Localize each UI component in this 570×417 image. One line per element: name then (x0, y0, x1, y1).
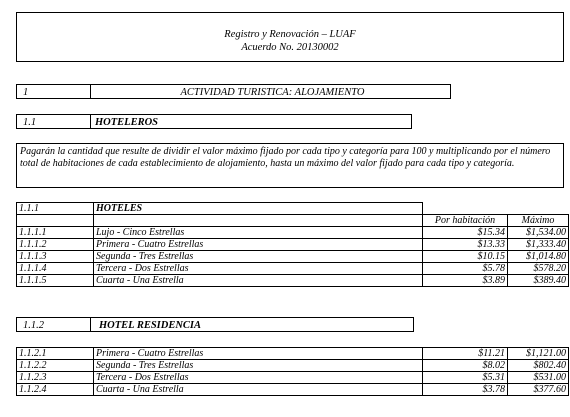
table-row (17, 251, 569, 263)
row-desc: Cuarta - Una Estrella (94, 275, 423, 287)
row-max: $1,333.40 (508, 239, 569, 251)
col-max-header: Máximo (508, 215, 569, 227)
table-row (17, 275, 569, 287)
row-max: $1,121.00 (508, 348, 569, 360)
row-code: 1.1.2.4 (17, 384, 94, 396)
row-per-room: $3.89 (423, 275, 508, 287)
row-code: 1.1.2.2 (17, 360, 94, 372)
row-desc: Segunda - Tres Estrellas (94, 251, 423, 263)
table-header-row (17, 215, 569, 227)
activity-code: 1 (16, 84, 91, 99)
row-per-room: $5.78 (423, 263, 508, 275)
row-per-room: $3.78 (423, 384, 508, 396)
row-code: 1.1.1.1 (17, 227, 94, 239)
section-heading-1-1-2 (16, 317, 414, 332)
section-code: 1.1.2 (16, 317, 91, 332)
row-desc: Lujo - Cinco Estrellas (94, 227, 423, 239)
table-row (17, 227, 569, 239)
paragraph-text: Pagarán la cantidad que resulte de dividir el valor máximo fijado por cada tipo y categoría para 100 y multiplicando por el número total de habitaciones de cada establecimiento de alojamiento, hasta un máximo del valor fijado para cada tipo y categoría. (16, 143, 564, 188)
row-code: 1.1.1.5 (17, 275, 94, 287)
table-row (17, 360, 569, 372)
table-row (17, 348, 569, 360)
row-desc: Tercera - Dos Estrellas (94, 263, 423, 275)
document-title: Registro y Renovación – LUAF (224, 29, 356, 40)
table-row (17, 263, 569, 275)
hoteles-table (16, 202, 569, 287)
section-heading-1-1 (16, 114, 412, 129)
document-subtitle: Acuerdo No. 20130002 (241, 42, 339, 53)
row-max: $1,534.00 (508, 227, 569, 239)
hotel-residencia-table (16, 347, 569, 396)
table-row (17, 384, 569, 396)
col-per-room-header: Por habitación (423, 215, 508, 227)
table-section-row (17, 203, 569, 215)
row-max: $377.60 (508, 384, 569, 396)
row-desc: Segunda - Tres Estrellas (94, 360, 423, 372)
row-per-room: $13.33 (423, 239, 508, 251)
section-label: HOTELEROS (91, 114, 412, 129)
row-code: 1.1.1.2 (17, 239, 94, 251)
section-label: HOTELES (94, 203, 423, 215)
section-label: HOTEL RESIDENCIA (91, 317, 414, 332)
row-max: $578.20 (508, 263, 569, 275)
table-row (17, 372, 569, 384)
row-code: 1.1.2.1 (17, 348, 94, 360)
activity-label: ACTIVIDAD TURISTICA: ALOJAMIENTO (91, 84, 451, 99)
row-max: $389.40 (508, 275, 569, 287)
row-code: 1.1.1.3 (17, 251, 94, 263)
section-code: 1.1.1 (17, 203, 94, 215)
activity-heading (16, 84, 451, 99)
row-per-room: $5.31 (423, 372, 508, 384)
row-code: 1.1.2.3 (17, 372, 94, 384)
row-per-room: $15.34 (423, 227, 508, 239)
document-header (16, 12, 564, 62)
row-per-room: $8.02 (423, 360, 508, 372)
section-code: 1.1 (16, 114, 91, 129)
table-row (17, 239, 569, 251)
row-code: 1.1.1.4 (17, 263, 94, 275)
row-per-room: $11.21 (423, 348, 508, 360)
row-desc: Primera - Cuatro Estrellas (94, 348, 423, 360)
row-desc: Primera - Cuatro Estrellas (94, 239, 423, 251)
row-max: $531.00 (508, 372, 569, 384)
row-desc: Cuarta - Una Estrella (94, 384, 423, 396)
row-max: $802.40 (508, 360, 569, 372)
row-per-room: $10.15 (423, 251, 508, 263)
row-desc: Tercera - Dos Estrellas (94, 372, 423, 384)
row-max: $1,014.80 (508, 251, 569, 263)
